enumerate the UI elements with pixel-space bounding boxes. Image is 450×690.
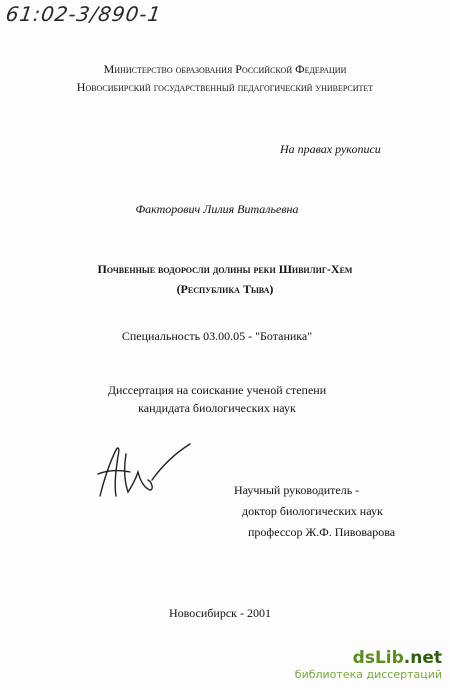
thesis-title-line1: Почвенные водоросли долины реки Шивилиг-Хем [97,262,353,276]
dslib-subtitle: библиотека диссертаций [294,668,442,681]
dissertation-degree-line1: Диссертация на соискание ученой степени [107,383,327,397]
handwritten-signature [92,440,202,510]
dslib-watermark[interactable] [295,648,442,682]
supervisor-title: Научный руководитель - [234,483,360,497]
supervisor-name: профессор Ж.Ф. Пивоварова [248,525,396,539]
handwritten-catalog-code: 61:02-3/890-1 [4,2,164,26]
rights-note: На правах рукописи [280,142,381,156]
thesis-title-line2: (Республика Тыва) [176,282,274,296]
city-year: Новосибирск - 2001 [169,606,271,620]
university-name: Новосибирский государственный педагогический университет [76,80,374,94]
author-name: Факторович Лилия Витальевна [135,202,299,216]
ministry-name: Министерство образования Российской Федерации [103,62,347,76]
dslib-logo-tld: .net [403,648,442,668]
dslib-logo-main: dsLib [352,648,404,668]
dslib-logo [295,648,442,668]
dissertation-degree-line2: кандидата биологических наук [138,401,296,415]
supervisor-degree: доктор биологических наук [242,504,383,518]
specialty: Специальность 03.00.05 - "Ботаника" [121,329,313,343]
